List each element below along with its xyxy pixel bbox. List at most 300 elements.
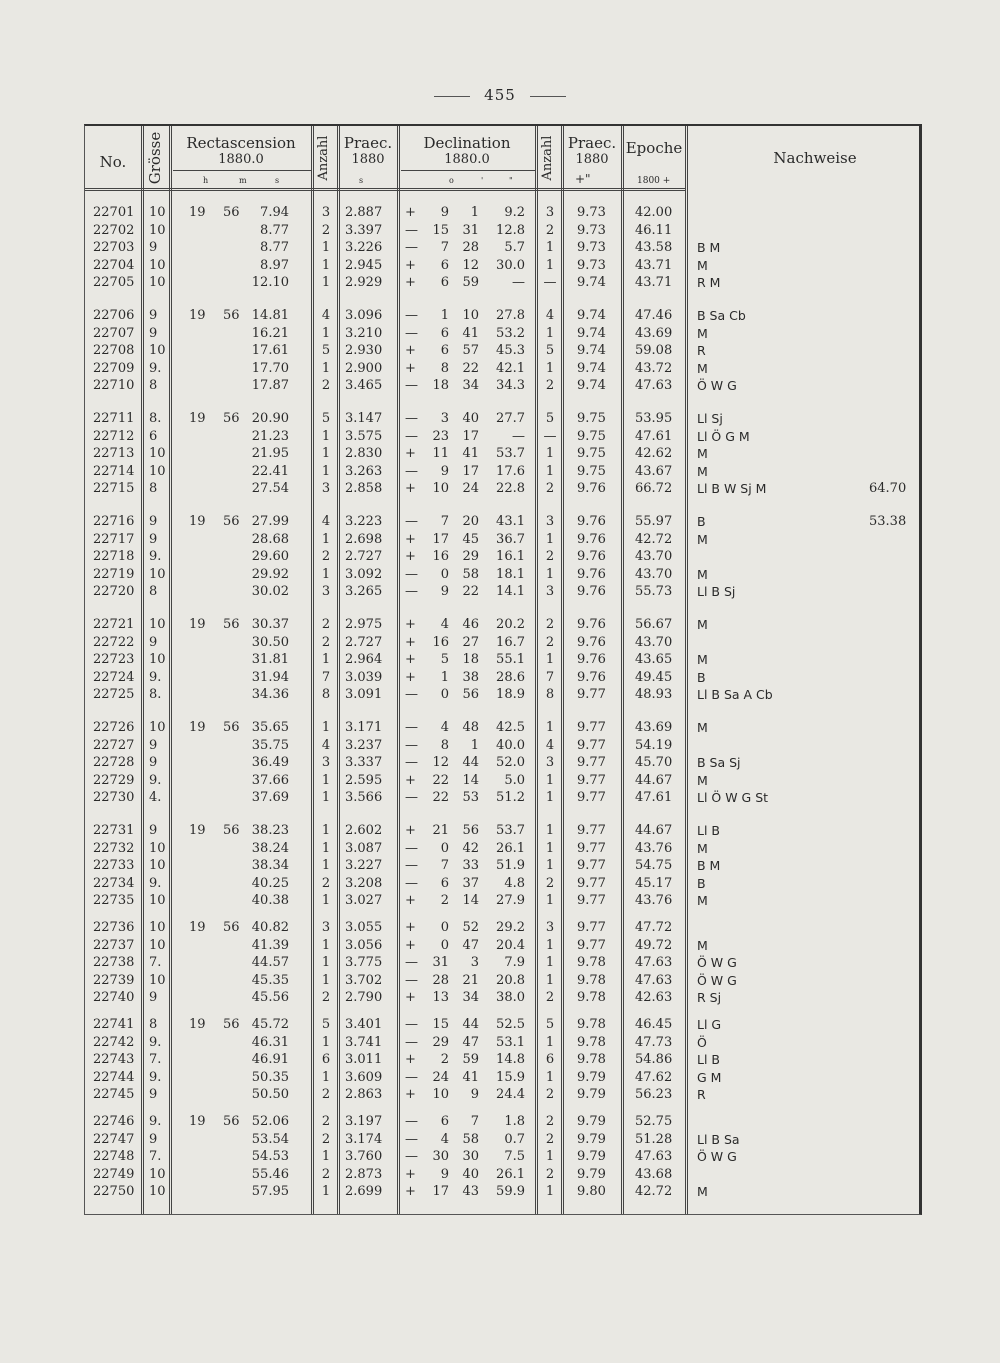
star-number-cell: 22701 [93, 205, 135, 220]
decl-degrees-cell: 2 [440, 1052, 449, 1068]
decl-degrees-cell: 31 [432, 955, 449, 971]
decl-sign-cell: + [405, 205, 416, 220]
decl-sign-cell: — [405, 737, 418, 753]
decl-precession-cell: 9.79 [577, 1087, 606, 1103]
decl-seconds-cell: 1.8 [504, 1114, 525, 1129]
header-rule [85, 188, 685, 191]
ra-seconds-cell: 35.75 [251, 737, 289, 753]
ra-minutes-cell: 56 [223, 1017, 240, 1032]
star-number-cell: 22718 [93, 549, 135, 565]
magnitude-cell: 9 [149, 1087, 158, 1103]
ra-count-cell: 1 [321, 720, 331, 735]
decl-precession-cell: 9.74 [577, 308, 606, 323]
table-row [85, 583, 919, 601]
epoch-cell: 47.63 [635, 378, 673, 394]
ra-seconds-cell: 31.81 [251, 652, 289, 668]
decl-seconds-cell: 15.9 [496, 1069, 525, 1085]
magnitude-cell: 10 [149, 566, 166, 582]
table-row [85, 513, 919, 531]
header-epoche-title: Epoche [625, 139, 683, 157]
table-row [85, 737, 919, 755]
page-number [0, 86, 1000, 104]
ra-precession-cell: 3.055 [345, 920, 383, 935]
star-number-cell: 22706 [93, 308, 135, 323]
ra-sub-rule [173, 170, 311, 171]
ra-precession-cell: 3.263 [345, 463, 383, 479]
ra-precession-cell: 2.602 [345, 823, 383, 838]
star-number-cell: 22746 [93, 1114, 135, 1129]
star-number-cell: 22716 [93, 514, 135, 529]
references-cell: M [697, 772, 708, 788]
decl-seconds-cell: 27.7 [496, 411, 525, 426]
ra-precession-cell: 2.830 [345, 446, 383, 462]
ra-count-cell: 2 [321, 1166, 331, 1182]
decl-minutes-cell: 34 [462, 990, 479, 1006]
ra-seconds-cell: 21.23 [251, 428, 289, 444]
decl-count-cell: 4 [545, 308, 555, 323]
epoch-cell: 47.62 [635, 1069, 673, 1085]
table-row [85, 204, 919, 222]
star-number-cell: 22711 [93, 411, 135, 426]
decl-minutes-cell: 18 [462, 652, 479, 668]
epoch-cell: 47.73 [635, 1034, 673, 1050]
decl-count-cell: 3 [545, 584, 555, 600]
ra-seconds-cell: 14.81 [251, 308, 289, 323]
ra-minutes-cell: 56 [223, 514, 240, 529]
header-anzahl-2: Anzahl [540, 135, 555, 181]
ra-precession-cell: 3.223 [345, 514, 383, 529]
decl-degrees-cell: 9 [440, 584, 449, 600]
star-number-cell: 22708 [93, 343, 135, 359]
ra-count-cell: 2 [321, 1087, 331, 1103]
decl-minutes-cell: 40 [462, 411, 479, 426]
decl-minutes-cell: 59 [462, 275, 479, 291]
decl-degrees-cell: 24 [432, 1069, 449, 1085]
ra-seconds-cell: 55.46 [251, 1166, 289, 1182]
star-number-cell: 22734 [93, 875, 135, 891]
ra-seconds-cell: 20.90 [251, 411, 289, 426]
epoch-cell: 42.72 [635, 1184, 673, 1200]
decl-sign-cell: + [405, 990, 416, 1006]
decl-sub-rule [401, 170, 535, 171]
ra-count-cell: 1 [321, 325, 331, 341]
decl-count-cell: 1 [545, 257, 555, 273]
decl-seconds-cell: 20.4 [496, 937, 525, 953]
ra-precession-cell: 2.698 [345, 531, 383, 547]
row-group-2 [85, 307, 919, 395]
ra-count-cell: 1 [321, 972, 331, 988]
epoch-cell: 43.68 [635, 1166, 673, 1182]
decl-seconds-cell: 17.6 [496, 463, 525, 479]
decl-minutes-cell: 10 [462, 308, 479, 323]
ra-minutes-cell: 56 [223, 720, 240, 735]
ra-count-cell: 2 [321, 1131, 331, 1147]
epoch-cell: 43.69 [635, 325, 673, 341]
epoch-cell: 45.17 [635, 875, 673, 891]
decl-minutes-cell: 21 [462, 972, 479, 988]
table-row [85, 822, 919, 840]
decl-minutes-cell: 56 [462, 687, 479, 703]
references-cell: B [697, 875, 706, 891]
ra-count-cell: 3 [321, 481, 331, 497]
decl-degrees-cell: 5 [440, 652, 449, 668]
references-cell: M [697, 463, 708, 479]
decl-degrees-cell: 1 [440, 669, 449, 685]
decl-degrees-cell: 8 [440, 737, 449, 753]
star-number-cell: 22741 [93, 1017, 135, 1032]
star-number-cell: 22705 [93, 275, 135, 291]
table-row [85, 428, 919, 446]
magnitude-cell: 10 [149, 858, 166, 874]
decl-degrees-cell: 8 [440, 360, 449, 376]
magnitude-cell: 10 [149, 840, 166, 856]
magnitude-cell: 8. [149, 687, 162, 703]
ra-precession-cell: 3.337 [345, 755, 383, 771]
ra-count-cell: 3 [321, 584, 331, 600]
decl-count-cell: 2 [545, 222, 555, 238]
header-ra-title: Rectascension [186, 134, 296, 152]
decl-sign-cell: + [405, 1166, 416, 1182]
ra-precession-cell: 3.741 [345, 1034, 383, 1050]
ra-count-cell: 1 [321, 840, 331, 856]
table-row [85, 686, 919, 704]
decl-sign-cell: — [405, 240, 418, 256]
magnitude-cell: 9 [149, 755, 158, 771]
table-row [85, 445, 919, 463]
decl-minutes-cell: 52 [462, 920, 479, 935]
decl-count-cell: 2 [545, 990, 555, 1006]
decl-precession-cell: 9.77 [577, 858, 606, 874]
epoch-cell: 54.19 [635, 737, 673, 753]
references-cell: Ll B [697, 1052, 720, 1068]
decl-precession-cell: 9.77 [577, 937, 606, 953]
references-cell: Ll B Sa A Cb [697, 687, 773, 703]
table-row [85, 954, 919, 972]
magnitude-cell: 9 [149, 308, 158, 323]
decl-count-cell: — [543, 275, 557, 291]
magnitude-cell: 10 [149, 275, 166, 291]
epoch-cell: 44.67 [635, 772, 673, 788]
epoch-cell: 47.61 [635, 790, 673, 806]
header-decl-sec: " [509, 176, 513, 185]
decl-seconds-cell: 51.9 [496, 858, 525, 874]
ra-count-cell: 4 [321, 737, 331, 753]
decl-minutes-cell: 14 [462, 772, 479, 788]
decl-seconds-cell: 52.0 [496, 755, 525, 771]
table-row [85, 274, 919, 292]
decl-precession-cell: 9.77 [577, 920, 606, 935]
star-number-cell: 22720 [93, 584, 135, 600]
star-number-cell: 22719 [93, 566, 135, 582]
magnitude-cell: 9 [149, 1131, 158, 1147]
decl-degrees-cell: 4 [440, 720, 449, 735]
ra-count-cell: 1 [321, 893, 331, 909]
ra-count-cell: 1 [321, 772, 331, 788]
star-number-cell: 22702 [93, 222, 135, 238]
header-decl-epoch: 1880.0 [444, 152, 490, 167]
ra-precession-cell: 3.227 [345, 858, 383, 874]
decl-degrees-cell: 11 [432, 446, 449, 462]
decl-seconds-cell: 4.8 [504, 875, 525, 891]
table-row [85, 875, 919, 893]
ra-seconds-cell: 22.41 [251, 463, 289, 479]
star-number-cell: 22736 [93, 920, 135, 935]
star-number-cell: 22714 [93, 463, 135, 479]
magnitude-cell: 9 [149, 823, 158, 838]
table-row [85, 857, 919, 875]
star-number-cell: 22729 [93, 772, 135, 788]
star-number-cell: 22725 [93, 687, 135, 703]
ra-seconds-cell: 29.92 [251, 566, 289, 582]
decl-sign-cell: — [405, 720, 418, 735]
ra-count-cell: 4 [321, 308, 331, 323]
decl-minutes-cell: 31 [462, 222, 479, 238]
decl-count-cell: 5 [545, 343, 555, 359]
table-row [85, 360, 919, 378]
table-row [85, 989, 919, 1007]
ra-count-cell: 1 [321, 1149, 331, 1165]
decl-sign-cell: — [405, 1131, 418, 1147]
decl-sign-cell: — [405, 378, 418, 394]
ra-count-cell: 1 [321, 257, 331, 273]
ra-precession-cell: 3.091 [345, 687, 383, 703]
epoch-cell: 42.63 [635, 990, 673, 1006]
ra-minutes-cell: 56 [223, 205, 240, 220]
table-row [85, 634, 919, 652]
decl-sign-cell: — [405, 972, 418, 988]
decl-precession-cell: 9.78 [577, 990, 606, 1006]
references-cell: Ö W G [697, 955, 737, 971]
decl-sign-cell: — [405, 875, 418, 891]
references-cell: M [697, 720, 708, 735]
decl-minutes-cell: 27 [462, 634, 479, 650]
decl-minutes-cell: 29 [462, 549, 479, 565]
decl-seconds-cell: 43.1 [496, 514, 525, 529]
star-number-cell: 22740 [93, 990, 135, 1006]
decl-minutes-cell: 40 [462, 1166, 479, 1182]
magnitude-cell: 8. [149, 411, 162, 426]
decl-count-cell: 2 [545, 634, 555, 650]
epoch-cell: 43.70 [635, 566, 673, 582]
decl-minutes-cell: 47 [462, 1034, 479, 1050]
decl-sign-cell: + [405, 1184, 416, 1200]
decl-seconds-cell: 7.5 [504, 1149, 525, 1165]
references-cell: Ö [697, 1034, 707, 1050]
table-row [85, 892, 919, 910]
epoch-cell: 47.63 [635, 1149, 673, 1165]
ra-seconds-cell: 45.72 [251, 1017, 289, 1032]
star-number-cell: 22712 [93, 428, 135, 444]
decl-seconds-cell: 40.0 [496, 737, 525, 753]
decl-seconds-cell: 34.3 [496, 378, 525, 394]
ra-precession-cell: 2.863 [345, 1087, 383, 1103]
decl-degrees-cell: 9 [440, 1166, 449, 1182]
decl-degrees-cell: 0 [440, 687, 449, 703]
ra-precession-cell: 3.760 [345, 1149, 383, 1165]
star-number-cell: 22707 [93, 325, 135, 341]
magnitude-cell: 9. [149, 875, 162, 891]
table-row [85, 651, 919, 669]
ra-precession-cell: 2.595 [345, 772, 383, 788]
decl-seconds-cell: 53.7 [496, 446, 525, 462]
decl-precession-cell: 9.75 [577, 428, 606, 444]
decl-seconds-cell: 53.7 [496, 823, 525, 838]
magnitude-cell: 9 [149, 531, 158, 547]
decl-degrees-cell: 22 [432, 772, 449, 788]
decl-precession-cell: 9.80 [577, 1184, 606, 1200]
epoch-cell: 55.73 [635, 584, 673, 600]
row-group-1 [85, 204, 919, 292]
decl-precession-cell: 9.76 [577, 531, 606, 547]
magnitude-cell: 7. [149, 1052, 162, 1068]
decl-precession-cell: 9.78 [577, 1017, 606, 1032]
ra-count-cell: 1 [321, 955, 331, 971]
table-row [85, 222, 919, 240]
decl-count-cell: 1 [545, 720, 555, 735]
header-decl-deg: o [449, 176, 454, 185]
references-cell: B [697, 514, 706, 529]
decl-degrees-cell: 13 [432, 990, 449, 1006]
decl-degrees-cell: 9 [440, 463, 449, 479]
decl-sign-cell: + [405, 617, 416, 632]
ra-precession-cell: 2.699 [345, 1184, 383, 1200]
decl-count-cell: 1 [545, 531, 555, 547]
decl-seconds-cell: 38.0 [496, 990, 525, 1006]
decl-sign-cell: — [405, 411, 418, 426]
ra-count-cell: 6 [321, 1052, 331, 1068]
header-praec2-title: Praec. [567, 134, 617, 152]
star-number-cell: 22737 [93, 937, 135, 953]
ra-minutes-cell: 56 [223, 823, 240, 838]
star-number-cell: 22745 [93, 1087, 135, 1103]
decl-degrees-cell: 12 [432, 755, 449, 771]
table-row [85, 377, 919, 395]
ra-precession-cell: 3.702 [345, 972, 383, 988]
decl-degrees-cell: 6 [440, 343, 449, 359]
decl-precession-cell: 9.76 [577, 584, 606, 600]
references-cell: B [697, 669, 706, 685]
row-group-9 [85, 1016, 919, 1104]
header-nachweise: Nachweise [773, 149, 857, 167]
table-row [85, 937, 919, 955]
ra-seconds-cell: 46.91 [251, 1052, 289, 1068]
table-row [85, 257, 919, 275]
ra-count-cell: 5 [321, 1017, 331, 1032]
decl-seconds-cell: 42.5 [496, 720, 525, 735]
ra-count-cell: 1 [321, 937, 331, 953]
ra-precession-cell: 3.237 [345, 737, 383, 753]
star-number-cell: 22730 [93, 790, 135, 806]
magnitude-cell: 8 [149, 378, 158, 394]
star-number-cell: 22703 [93, 240, 135, 256]
ra-minutes-cell: 56 [223, 411, 240, 426]
ra-hours-cell: 19 [189, 514, 206, 529]
decl-sign-cell: — [405, 584, 418, 600]
decl-seconds-cell: 18.1 [496, 566, 525, 582]
magnitude-cell: 9 [149, 325, 158, 341]
decl-count-cell: 1 [545, 840, 555, 856]
decl-minutes-cell: 58 [462, 566, 479, 582]
ra-precession-cell: 3.210 [345, 325, 383, 341]
magnitude-cell: 10 [149, 1184, 166, 1200]
ra-count-cell: 1 [321, 823, 331, 838]
decl-minutes-cell: 12 [462, 257, 479, 273]
ra-seconds-cell: 30.37 [251, 617, 289, 632]
decl-precession-cell: 9.74 [577, 360, 606, 376]
table-row [85, 1034, 919, 1052]
table-row [85, 307, 919, 325]
decl-minutes-cell: 42 [462, 840, 479, 856]
star-number-cell: 22724 [93, 669, 135, 685]
epoch-cell: 43.69 [635, 720, 673, 735]
ra-seconds-cell: 38.24 [251, 840, 289, 856]
decl-count-cell: 5 [545, 411, 555, 426]
ra-count-cell: 2 [321, 617, 331, 632]
ra-seconds-cell: 8.97 [260, 257, 289, 273]
decl-seconds-cell: 52.5 [496, 1017, 525, 1032]
decl-sign-cell: — [405, 755, 418, 771]
epoch-cell: 43.70 [635, 549, 673, 565]
decl-seconds-cell: 12.8 [496, 222, 525, 238]
table-row [85, 669, 919, 687]
references-cell: M [697, 325, 708, 341]
star-number-cell: 22709 [93, 360, 135, 376]
catalogue-table [84, 124, 922, 1215]
decl-sign-cell: + [405, 1087, 416, 1103]
ra-seconds-cell: 52.06 [251, 1114, 289, 1129]
ra-seconds-cell: 28.68 [251, 531, 289, 547]
ra-precession-cell: 2.887 [345, 205, 383, 220]
references-cell: Ll B W Sj M [697, 481, 767, 497]
references-cell: Ö W G [697, 378, 737, 394]
magnitude-cell: 7. [149, 1149, 162, 1165]
magnitude-cell: 10 [149, 937, 166, 953]
decl-sign-cell: — [405, 514, 418, 529]
decl-degrees-cell: 0 [440, 566, 449, 582]
decl-precession-cell: 9.78 [577, 1034, 606, 1050]
decl-sign-cell: + [405, 257, 416, 273]
decl-precession-cell: 9.79 [577, 1131, 606, 1147]
decl-sign-cell: + [405, 937, 416, 953]
ra-precession-cell: 2.964 [345, 652, 383, 668]
ra-hours-cell: 19 [189, 920, 206, 935]
epoch-cell: 56.67 [635, 617, 673, 632]
references-cell: Ll Ö W G St [697, 790, 769, 806]
ra-seconds-cell: 37.66 [251, 772, 289, 788]
ra-precession-cell: 3.039 [345, 669, 383, 685]
row-group-8 [85, 919, 919, 1007]
epoch-cell: 48.93 [635, 687, 673, 703]
decl-seconds-cell: 42.1 [496, 360, 525, 376]
magnitude-cell: 8 [149, 481, 158, 497]
header-decl-title: Declination [423, 134, 511, 152]
decl-precession-cell: 9.79 [577, 1149, 606, 1165]
decl-sign-cell: + [405, 343, 416, 359]
table-row [85, 1051, 919, 1069]
references-cell: Ll B Sa [697, 1131, 740, 1147]
references-cell: B Sa Sj [697, 755, 741, 771]
magnitude-cell: 10 [149, 617, 166, 632]
page-number-dash-right [530, 96, 566, 97]
references-cell: R [697, 1087, 706, 1103]
decl-degrees-cell: 3 [440, 411, 449, 426]
decl-minutes-cell: 22 [462, 584, 479, 600]
decl-seconds-cell: 20.8 [496, 972, 525, 988]
epoch-cell: 43.71 [635, 257, 673, 273]
table-row [85, 548, 919, 566]
epoch-cell: 45.70 [635, 755, 673, 771]
margin-note-cell: 53.38 [869, 514, 907, 529]
